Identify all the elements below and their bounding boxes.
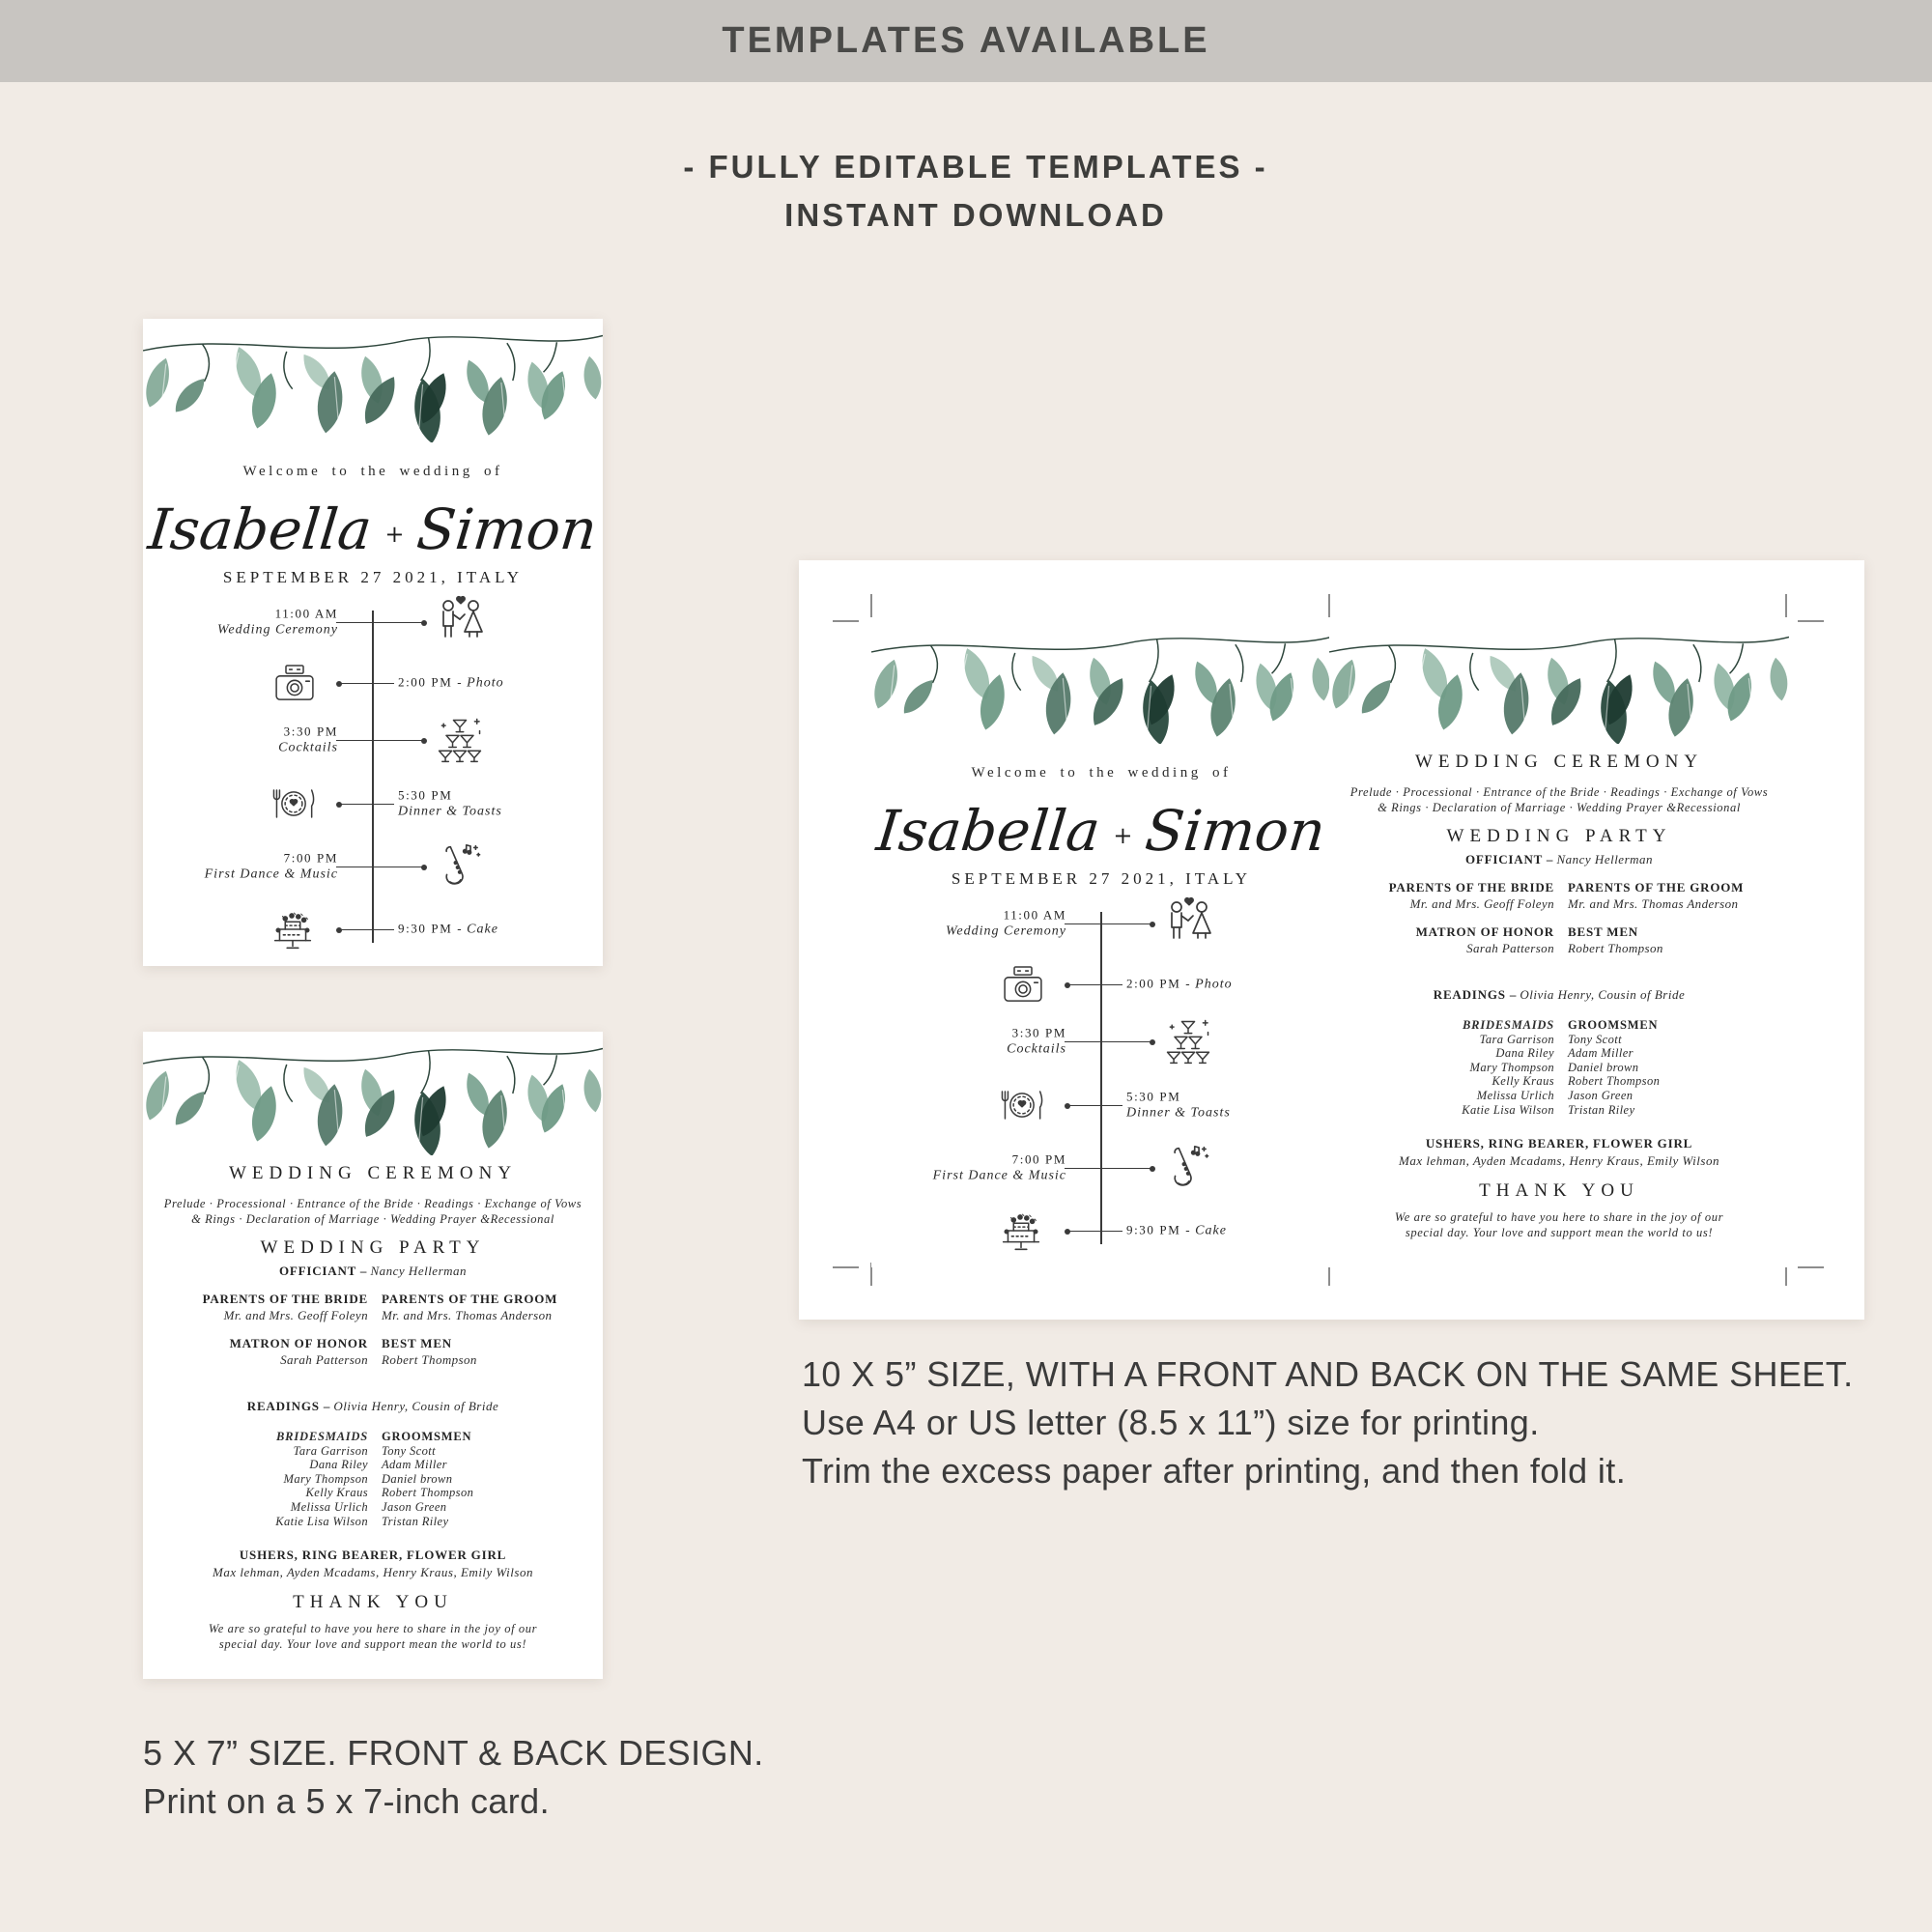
camera-icon bbox=[997, 958, 1049, 1010]
couple-icon bbox=[1161, 895, 1219, 952]
thank-you-title: THANK YOU bbox=[1479, 1180, 1639, 1201]
couple-names bbox=[143, 487, 603, 572]
thanks-line1: We are so grateful to have you here to share in the joy of our bbox=[208, 1622, 538, 1635]
event-time: 5:30 PM bbox=[1126, 1089, 1181, 1104]
bride-name: Isabella bbox=[873, 798, 1103, 864]
timeline-connector bbox=[338, 683, 394, 684]
ushers-names: Max lehman, Ayden Mcadams, Henry Kraus, Emily Wilson bbox=[1399, 1153, 1719, 1168]
timeline-connector bbox=[336, 622, 425, 623]
timeline-row bbox=[871, 1202, 1331, 1260]
dinner-plate-icon bbox=[995, 1078, 1049, 1132]
timeline-row bbox=[143, 838, 603, 895]
best-men: BEST MEN Robert Thompson bbox=[382, 1336, 477, 1367]
camera-icon bbox=[269, 657, 321, 709]
event-time: 9:30 PM - bbox=[1126, 1222, 1192, 1237]
saxophone-icon bbox=[1159, 1140, 1215, 1196]
crop-mark bbox=[1785, 594, 1787, 617]
parents-of-groom: PARENTS OF THE GROOM Mr. and Mrs. Thomas Anderson bbox=[382, 1292, 558, 1322]
page-title: TEMPLATES AVAILABLE bbox=[722, 20, 1210, 61]
cake-icon bbox=[993, 1203, 1049, 1259]
thanks-line1: We are so grateful to have you here to share in the joy of our bbox=[1394, 1210, 1724, 1224]
event-time: 7:00 PM bbox=[283, 850, 338, 866]
welcome-line: Welcome to the wedding of bbox=[971, 765, 1232, 781]
event-label: Cocktails bbox=[278, 740, 338, 755]
event-time: 11:00 AM bbox=[274, 606, 338, 621]
event-time: 2:00 PM - bbox=[398, 674, 464, 690]
parents-of-groom: PARENTS OF THE GROOM Mr. and Mrs. Thomas Anderson bbox=[1568, 880, 1745, 911]
cocktails-icon bbox=[433, 713, 487, 767]
couple-icon bbox=[433, 593, 491, 651]
cocktails-icon bbox=[1161, 1014, 1215, 1068]
plus-sign: + bbox=[384, 521, 405, 548]
groom-name: Simon bbox=[413, 497, 601, 562]
groomsmen-list: GROOMSMEN Tony Scott Adam Miller Daniel brown Robert Thompson Jason Green Tristan Riley bbox=[1568, 1018, 1661, 1117]
crop-mark bbox=[833, 1266, 859, 1268]
event-time: 3:30 PM bbox=[1011, 1025, 1066, 1040]
sheet-caption bbox=[802, 1350, 1854, 1495]
ushers-names: Max lehman, Ayden Mcadams, Henry Kraus, Emily Wilson bbox=[213, 1565, 533, 1579]
timeline-row bbox=[871, 1076, 1331, 1134]
small-card-caption bbox=[143, 1729, 764, 1826]
timeline-connector bbox=[1065, 923, 1153, 924]
crop-mark bbox=[1798, 620, 1824, 622]
event-time: 3:30 PM bbox=[283, 724, 338, 739]
ushers-label: USHERS, RING BEARER, FLOWER GIRL bbox=[1425, 1136, 1693, 1151]
timeline-row bbox=[871, 955, 1331, 1013]
saxophone-icon bbox=[431, 838, 487, 895]
timeline-row bbox=[871, 1012, 1331, 1070]
timeline-connector bbox=[338, 804, 394, 805]
parents-of-bride: PARENTS OF THE BRIDE Mr. and Mrs. Geoff Foleyn bbox=[202, 1292, 368, 1322]
timeline-connector bbox=[1066, 1105, 1122, 1106]
bride-name: Isabella bbox=[145, 497, 375, 562]
timeline-connector bbox=[336, 740, 425, 741]
timeline-row bbox=[143, 654, 603, 712]
event-label: Photo bbox=[1195, 977, 1233, 992]
eucalyptus-foliage bbox=[1329, 620, 1789, 744]
event-time: 7:00 PM bbox=[1011, 1151, 1066, 1167]
ushers-label: USHERS, RING BEARER, FLOWER GIRL bbox=[239, 1548, 507, 1562]
readings-line: READINGS – Olivia Henry, Cousin of Bride bbox=[246, 1399, 499, 1413]
thanks-line2: special day. Your love and support mean the world to us! bbox=[1405, 1226, 1714, 1239]
timeline-connector bbox=[1066, 984, 1122, 985]
timeline-connector bbox=[1066, 1231, 1122, 1232]
party-title: WEDDING PARTY bbox=[260, 1237, 486, 1258]
crop-mark bbox=[1328, 594, 1330, 617]
timeline-row bbox=[871, 1139, 1331, 1197]
back-card-small bbox=[143, 1032, 603, 1679]
sheet-caption-line1: 10 X 5” SIZE, WITH A FRONT AND BACK ON THE SAME SHEET. bbox=[802, 1354, 1854, 1394]
bridesmaids-list: BRIDESMAIDS Tara Garrison Dana Riley Mary Thompson Kelly Kraus Melissa Urlich Katie Lisa Wilson bbox=[1462, 1018, 1554, 1117]
parents-of-bride: PARENTS OF THE BRIDE Mr. and Mrs. Geoff Foleyn bbox=[1388, 880, 1554, 911]
eucalyptus-foliage bbox=[143, 1032, 603, 1155]
event-label: Cake bbox=[1195, 1223, 1227, 1238]
event-label: Cake bbox=[467, 922, 498, 937]
front-panel-sheet bbox=[871, 620, 1331, 1267]
event-time: 9:30 PM - bbox=[398, 921, 464, 936]
best-men: BEST MEN Robert Thompson bbox=[1568, 924, 1663, 955]
timeline-connector bbox=[1065, 1041, 1153, 1042]
timeline-row bbox=[143, 593, 603, 651]
event-time: 5:30 PM bbox=[398, 787, 453, 803]
event-time: 2:00 PM - bbox=[1126, 976, 1192, 991]
readings-line: READINGS – Olivia Henry, Cousin of Bride bbox=[1433, 987, 1686, 1002]
ceremony-order-line2: & Rings · Declaration of Marriage · Wedding Prayer &Recessional bbox=[1378, 801, 1741, 814]
intro-headline bbox=[0, 143, 1932, 240]
matron-of-honor: MATRON OF HONOR Sarah Patterson bbox=[229, 1336, 368, 1367]
welcome-line: Welcome to the wedding of bbox=[242, 464, 503, 479]
event-label: First Dance & Music bbox=[204, 867, 338, 882]
date-location-line: SEPTEMBER 27 2021, ITALY bbox=[951, 869, 1252, 888]
back-panel-sheet bbox=[1329, 620, 1789, 1267]
intro-line-1: - FULLY EDITABLE TEMPLATES - bbox=[683, 149, 1268, 185]
event-label: Wedding Ceremony bbox=[217, 622, 338, 638]
cake-icon bbox=[265, 901, 321, 957]
matron-of-honor: MATRON OF HONOR Sarah Patterson bbox=[1415, 924, 1554, 955]
front-card-small bbox=[143, 319, 603, 966]
crop-mark bbox=[870, 594, 872, 617]
sheet-caption-line2: Use A4 or US letter (8.5 x 11”) size for printing. bbox=[802, 1403, 1540, 1442]
event-label: Cocktails bbox=[1007, 1041, 1066, 1057]
eucalyptus-foliage bbox=[143, 319, 603, 442]
ceremony-order-line1: Prelude · Processional · Entrance of the Bride · Readings · Exchange of Vows bbox=[163, 1197, 582, 1210]
crop-mark bbox=[833, 620, 859, 622]
bridesmaids-list: BRIDESMAIDS Tara Garrison Dana Riley Mary Thompson Kelly Kraus Melissa Urlich Katie Lisa Wilson bbox=[275, 1430, 368, 1528]
timeline-row bbox=[143, 900, 603, 958]
couple-names bbox=[871, 788, 1331, 873]
event-label: Dinner & Toasts bbox=[398, 804, 502, 819]
sheet-10x5 bbox=[799, 560, 1864, 1320]
groomsmen-list: GROOMSMEN Tony Scott Adam Miller Daniel brown Robert Thompson Jason Green Tristan Riley bbox=[382, 1430, 474, 1528]
ceremony-order-line2: & Rings · Declaration of Marriage · Wedding Prayer &Recessional bbox=[191, 1212, 554, 1226]
date-location-line: SEPTEMBER 27 2021, ITALY bbox=[222, 568, 524, 586]
officiant-line: OFFICIANT – Nancy Hellerman bbox=[1464, 852, 1654, 867]
intro-line-2: INSTANT DOWNLOAD bbox=[784, 197, 1167, 233]
sheet-caption-line3: Trim the excess paper after printing, and then fold it. bbox=[802, 1451, 1627, 1491]
officiant-line: OFFICIANT – Nancy Hellerman bbox=[278, 1264, 468, 1278]
ceremony-order-line1: Prelude · Processional · Entrance of the Bride · Readings · Exchange of Vows bbox=[1350, 785, 1769, 799]
event-label: First Dance & Music bbox=[932, 1168, 1066, 1183]
banner-bar bbox=[0, 0, 1932, 82]
ceremony-title: WEDDING CEREMONY bbox=[228, 1163, 518, 1183]
plus-sign: + bbox=[1113, 822, 1133, 849]
small-card-caption-line1: 5 X 7” SIZE. FRONT & BACK DESIGN. bbox=[143, 1733, 764, 1773]
crop-mark bbox=[1798, 1266, 1824, 1268]
small-card-caption-line2: Print on a 5 x 7-inch card. bbox=[143, 1781, 551, 1821]
event-time: 11:00 AM bbox=[1003, 907, 1066, 923]
timeline-row bbox=[871, 895, 1331, 952]
eucalyptus-foliage bbox=[871, 620, 1331, 744]
timeline-row bbox=[143, 711, 603, 769]
event-label: Wedding Ceremony bbox=[946, 923, 1066, 939]
groom-name: Simon bbox=[1142, 798, 1329, 864]
dinner-plate-icon bbox=[267, 777, 321, 831]
thanks-line2: special day. Your love and support mean the world to us! bbox=[218, 1637, 527, 1651]
timeline-connector bbox=[338, 929, 394, 930]
thank-you-title: THANK YOU bbox=[293, 1592, 453, 1612]
timeline-connector bbox=[1065, 1168, 1153, 1169]
timeline-row bbox=[143, 775, 603, 833]
event-label: Dinner & Toasts bbox=[1126, 1105, 1231, 1121]
party-title: WEDDING PARTY bbox=[1446, 826, 1672, 846]
event-label: Photo bbox=[467, 675, 504, 691]
ceremony-title: WEDDING CEREMONY bbox=[1414, 752, 1704, 772]
